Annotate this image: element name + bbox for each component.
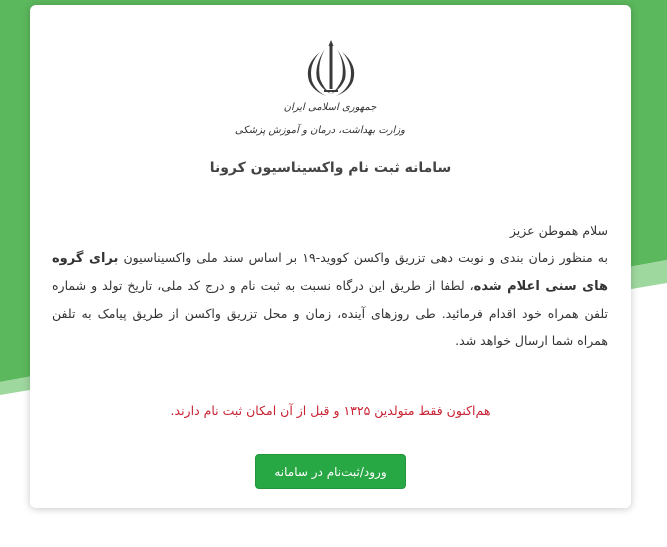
intro-text-bold: برای گروه های سنی اعلام شده — [52, 251, 608, 294]
eligibility-notice: هم‌اکنون فقط متولدین ۱۳۲۵ و قبل از آن امکان ثبت نام دارند. — [170, 403, 491, 418]
login-register-button[interactable]: ورود/ثبت‌نام در سامانه — [255, 454, 406, 489]
logo-text-iran: جمهوری اسلامی ایران — [283, 102, 377, 113]
page-title: سامانه ثبت نام واکسیناسیون کرونا — [209, 160, 452, 176]
registration-card — [30, 5, 631, 508]
greeting: سلام هموطن عزیز — [509, 223, 608, 238]
iran-emblem-icon — [302, 39, 360, 99]
intro-text-part1: به منظور زمان بندی و نوبت دهی تزریق واکسن کووید-۱۹ بر اساس سند ملی واکسیناسیون — [118, 250, 608, 265]
intro-text-part2: ، لطفا از طریق این درگاه نسبت به ثبت نام و درج کد ملی، تاریخ تولد و شماره تلفن همراه خود اقدام فرمائید. طی روزهای آینده، زمان و محل تزریق واکسن از طریق پیامک به تلفن همراه شما ارسال خواهد شد. — [52, 278, 608, 348]
logo-text-ministry: وزارت بهداشت، درمان و آموزش پزشکی — [234, 125, 405, 136]
intro-paragraph — [52, 244, 608, 354]
intro-text — [52, 217, 608, 354]
